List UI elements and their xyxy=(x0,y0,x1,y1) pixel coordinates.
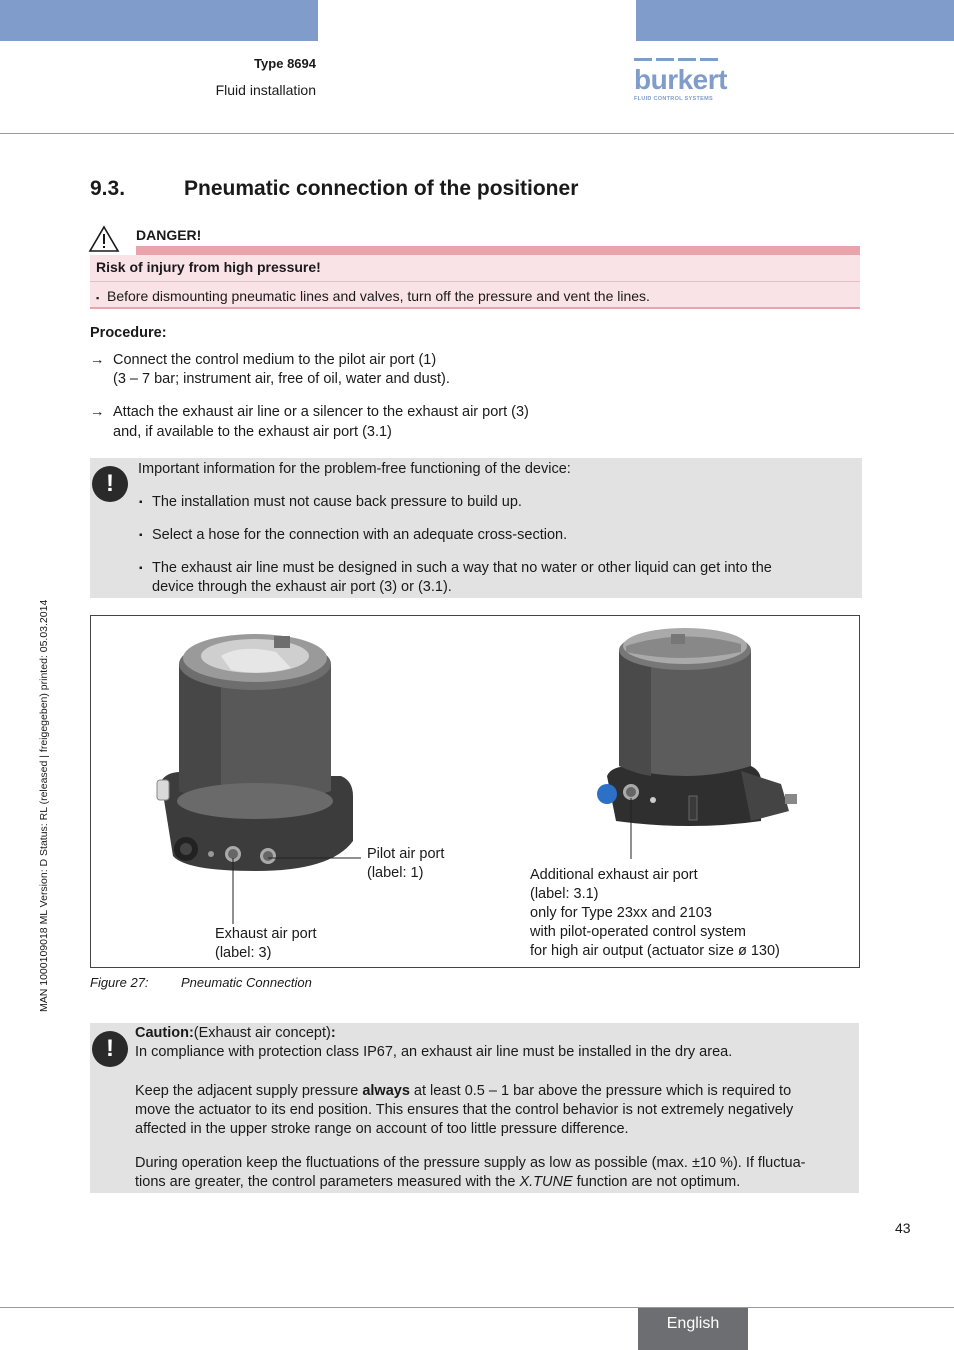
step1-line2: (3 – 7 bar; instrument air, free of oil, water and dust). xyxy=(113,371,450,387)
danger-box xyxy=(90,255,860,309)
caution-title xyxy=(135,1024,336,1043)
exhaust-label-2: (label: 3) xyxy=(215,945,272,961)
exhaust-label-1: Exhaust air port xyxy=(215,926,317,942)
additional-label-1: Additional exhaust air port xyxy=(530,867,698,883)
step-arrow-icon: → xyxy=(90,352,105,368)
logo-subtitle: FLUID CONTROL SYSTEMS xyxy=(634,96,713,102)
bullet-icon: ▪ xyxy=(139,563,143,574)
bullet-icon: ▪ xyxy=(139,530,143,541)
footer-rule xyxy=(0,1307,954,1308)
language-tab: English xyxy=(638,1308,748,1350)
danger-risk: Risk of injury from high pressure! xyxy=(96,259,321,275)
additional-label-3: only for Type 23xx and 2103 xyxy=(530,905,712,921)
caution-p3-line1: During operation keep the fluctuations of the pressure supply as low as possible (max. ±10 %). If fluctua- xyxy=(135,1155,806,1171)
caption-text: Pneumatic Connection xyxy=(181,975,312,990)
pilot-label-2: (label: 1) xyxy=(367,865,424,881)
danger-title: DANGER! xyxy=(136,227,202,243)
page-number: 43 xyxy=(895,1220,911,1236)
positioner-left-image xyxy=(157,634,361,924)
caution-p2-bold: always xyxy=(362,1083,410,1099)
caution-title-rest: (Exhaust air concept) xyxy=(193,1025,331,1041)
caution-p3-b: function are not optimum. xyxy=(572,1174,741,1190)
info-bullet-3-line1: The exhaust air line must be designed in such a way that no water or other liquid can get into the xyxy=(152,560,772,576)
section-heading xyxy=(90,177,578,201)
bullet-icon: ▪ xyxy=(139,497,143,508)
positioner-illustration xyxy=(91,616,859,967)
caution-p2-a: Keep the adjacent supply pressure xyxy=(135,1083,363,1099)
info-bullet-3-line2: device through the exhaust air port (3) or (3.1). xyxy=(152,579,452,595)
header-bar-left xyxy=(0,0,318,41)
caution-p2-b: at least 0.5 – 1 bar above the pressure which is required to xyxy=(409,1083,792,1099)
step2-line2: and, if available to the exhaust air port (3.1) xyxy=(113,424,392,440)
danger-bullet-text: Before dismounting pneumatic lines and valves, turn off the pressure and vent the lines. xyxy=(106,288,650,304)
danger-separator xyxy=(90,281,860,282)
caution-p2-line2: move the actuator to its end position. This ensures that the control behavior is not extremely negatively xyxy=(135,1102,794,1118)
exclamation-icon: ! xyxy=(92,1031,128,1067)
info-box xyxy=(90,458,862,598)
caution-p3-line2 xyxy=(135,1173,740,1192)
procedure-label: Procedure: xyxy=(90,325,167,341)
caution-p1: In compliance with protection class IP67, an exhaust air line must be installed in the dry area. xyxy=(135,1044,733,1060)
step-arrow-icon: → xyxy=(90,404,105,420)
exclamation-icon: ! xyxy=(92,466,128,502)
caption-number: Figure 27: xyxy=(90,975,149,990)
figure-pneumatic-connection xyxy=(90,615,860,968)
step2-line1: Attach the exhaust air line or a silencer to the exhaust air port (3) xyxy=(113,404,529,420)
caution-box xyxy=(90,1023,859,1193)
side-document-info: MAN 1000109018 ML Version: D Status: RL (released | freigegeben) printed: 05.03.2014 xyxy=(38,599,50,1012)
burkert-logo xyxy=(634,58,734,102)
section-number: 9.3. xyxy=(90,177,126,200)
figure-caption xyxy=(90,975,312,990)
caution-colon: : xyxy=(330,1025,336,1041)
danger-bar xyxy=(136,246,860,255)
info-bullet-1: The installation must not cause back pressure to build up. xyxy=(152,494,522,510)
doc-type: Type 8694 xyxy=(254,56,316,71)
step1-line1: Connect the control medium to the pilot air port (1) xyxy=(113,352,437,368)
logo-word: burkert xyxy=(634,64,727,95)
section-title: Pneumatic connection of the positioner xyxy=(184,177,579,200)
caution-title-bold: Caution: xyxy=(135,1025,194,1041)
section-name: Fluid installation xyxy=(215,82,316,98)
additional-label-2: (label: 3.1) xyxy=(530,886,599,902)
additional-label-5: for high air output (actuator size ø 130) xyxy=(530,943,780,959)
caution-p3-italic: X.TUNE xyxy=(519,1174,573,1190)
header-bar-right xyxy=(636,0,954,41)
info-bullet-2: Select a hose for the connection with an adequate cross-section. xyxy=(152,527,568,543)
warning-triangle-icon xyxy=(88,225,120,253)
caution-p3-a: tions are greater, the control parameters measured with the xyxy=(135,1174,520,1190)
additional-label-4: with pilot-operated control system xyxy=(530,924,746,940)
positioner-right-image xyxy=(597,628,797,859)
caution-p2-line1 xyxy=(135,1082,791,1101)
pilot-label-1: Pilot air port xyxy=(367,846,445,862)
caution-p2-line3: affected in the upper stroke range on account of too little pressure difference. xyxy=(135,1121,629,1137)
header-rule xyxy=(0,133,954,134)
info-intro: Important information for the problem-free functioning of the device: xyxy=(138,461,571,477)
danger-bullet: ▪ Before dismounting pneumatic lines and valves, turn off the pressure and vent the lines. xyxy=(96,288,650,304)
